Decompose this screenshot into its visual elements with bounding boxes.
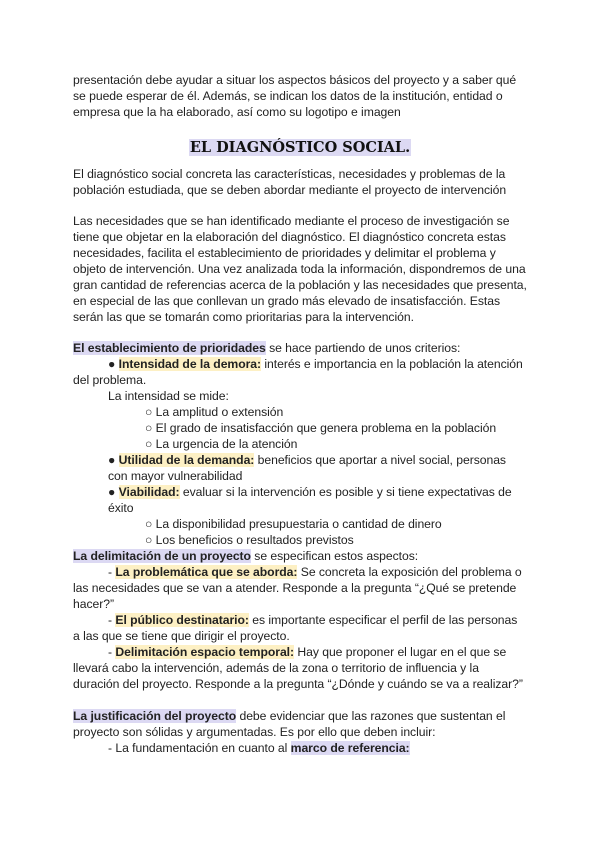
utilidad-cont: con mayor vulnerabilidad — [108, 469, 243, 483]
section-title — [120, 138, 480, 158]
para2-line-4: objeto de intervención. Una vez analizada toda la información, dispondremos de una — [73, 262, 526, 276]
publico-text: es importante especificar el perfil de las personas — [248, 613, 518, 627]
justificacion-heading: La justificación del proyecto — [73, 709, 237, 723]
viabilidad-item — [108, 484, 512, 500]
delimitacion-heading-line — [73, 548, 418, 564]
intensidad-item — [108, 356, 523, 372]
publico-cont: a las que se tiene que dirigir el proyecto. — [73, 629, 290, 643]
problematica-cont-1: las necesidades que se van a atender. Responde a la pregunta “¿Qué se pretende — [73, 581, 517, 595]
prioridades-heading-line — [73, 340, 460, 356]
intensidad-sub-2-text: El grado de insatisfacción que genera problema en la población — [155, 421, 497, 435]
circle-icon: ○ — [145, 437, 153, 451]
justificacion-cont: proyecto son sólidas y argumentadas. Es por ello que deben incluir: — [73, 725, 436, 739]
bullet-icon: ● — [108, 453, 116, 467]
publico-item — [108, 612, 517, 628]
para2-line-2: tiene que objetar en la elaboración del diagnóstico. El diagnóstico concreta estas — [73, 230, 506, 244]
justificacion-heading-rest: debe evidenciar que las razones que sustentan el — [236, 709, 506, 723]
intensidad-sub-1 — [145, 404, 283, 420]
problematica-item — [108, 564, 522, 580]
espacio-label: Delimitación espacio temporal: — [115, 645, 295, 659]
bullet-icon: ● — [108, 357, 116, 371]
para2-line-6: en especial de las que conllevan un grado más elevado de insatisfacción. Estas — [73, 294, 500, 308]
intensidad-cont: del problema. — [73, 373, 147, 387]
intro-line-1: presentación debe ayudar a situar los aspectos básicos del proyecto y a saber qué — [73, 73, 517, 87]
para2-line-3: necesidades, facilita el establecimiento de prioridades y delimitar el problema y — [73, 246, 496, 260]
circle-icon: ○ — [145, 421, 153, 435]
intensidad-text: interés e importancia en la población la atención — [261, 357, 523, 371]
problematica-cont-2: hacer?” — [73, 597, 114, 611]
marco-referencia-label: marco de referencia: — [290, 741, 410, 755]
viabilidad-sub-2 — [145, 532, 354, 548]
utilidad-item — [108, 452, 506, 468]
justificacion-heading-line — [73, 708, 505, 724]
utilidad-label: Utilidad de la demanda: — [118, 453, 255, 467]
viabilidad-sub-1 — [145, 516, 442, 532]
espacio-item — [108, 644, 506, 660]
intensidad-label: Intensidad de la demora: — [118, 357, 262, 371]
intro-line-3: empresa que la ha elaborado, así como su logotipo e imagen — [73, 105, 401, 119]
dash-marker: - — [108, 613, 116, 627]
para2-line-1: Las necesidades que se han identificado mediante el proceso de investigación se — [73, 214, 510, 228]
delimitacion-heading: La delimitación de un proyecto — [73, 549, 251, 563]
dash-marker: - — [108, 645, 116, 659]
dash-marker: - — [108, 565, 116, 579]
circle-icon: ○ — [145, 405, 153, 419]
prioridades-heading: El establecimiento de prioridades — [73, 341, 266, 355]
intensidad-sub-2 — [145, 420, 496, 436]
para2-line-5: gran cantidad de referencias acerca de la población y las necesidades que presenta, — [73, 278, 527, 292]
intro-line-2: se puede esperar de él. Además, se indican los datos de la institución, entidad o — [73, 89, 503, 103]
viabilidad-sub-2-text: Los beneficios o resultados previstos — [155, 533, 354, 547]
para2-line-7: serán las que se tomarán como prioritarias para la intervención. — [73, 310, 414, 324]
problematica-text: Se concreta la exposición del problema o — [297, 565, 522, 579]
intensidad-sub-3 — [145, 436, 297, 452]
circle-icon: ○ — [145, 533, 153, 547]
problematica-label: La problemática que se aborda: — [115, 565, 298, 579]
intensidad-se-mide: La intensidad se mide: — [108, 389, 229, 403]
para1-line-1: El diagnóstico social concreta las características, necesidades y problemas de la — [73, 167, 506, 181]
section-title-text: EL DIAGNÓSTICO SOCIAL. — [189, 139, 411, 156]
viabilidad-text: evaluar si la intervención es posible y si tiene expectativas de — [179, 485, 512, 499]
publico-label: El público destinatario: — [115, 613, 249, 627]
para1-line-2: población estudiada, que se deben abordar mediante el proyecto de intervención — [73, 183, 507, 197]
circle-icon: ○ — [145, 517, 153, 531]
bullet-icon: ● — [108, 485, 116, 499]
espacio-cont-2: duración del proyecto. Responde a la pregunta “¿Dónde y cuándo se va a realizar?” — [73, 677, 523, 691]
delimitacion-heading-rest: se especifican estos aspectos: — [250, 549, 419, 563]
justificacion-item-text: - La fundamentación en cuanto al — [108, 741, 291, 755]
viabilidad-sub-1-text: La disponibilidad presupuestaria o cantidad de dinero — [155, 517, 442, 531]
viabilidad-label: Viabilidad: — [118, 485, 180, 499]
intensidad-sub-1-text: La amplitud o extensión — [155, 405, 284, 419]
utilidad-text: beneficios que aportar a nivel social, personas — [254, 453, 506, 467]
espacio-text: Hay que proponer el lugar en el que se — [294, 645, 507, 659]
justificacion-item — [108, 740, 410, 756]
viabilidad-cont: éxito — [108, 501, 134, 515]
prioridades-heading-rest: se hace partiendo de unos criterios: — [265, 341, 461, 355]
espacio-cont-1: llevará cabo la intervención, además de la zona o territorio de influencia y la — [73, 661, 479, 675]
intensidad-sub-3-text: La urgencia de la atención — [155, 437, 298, 451]
